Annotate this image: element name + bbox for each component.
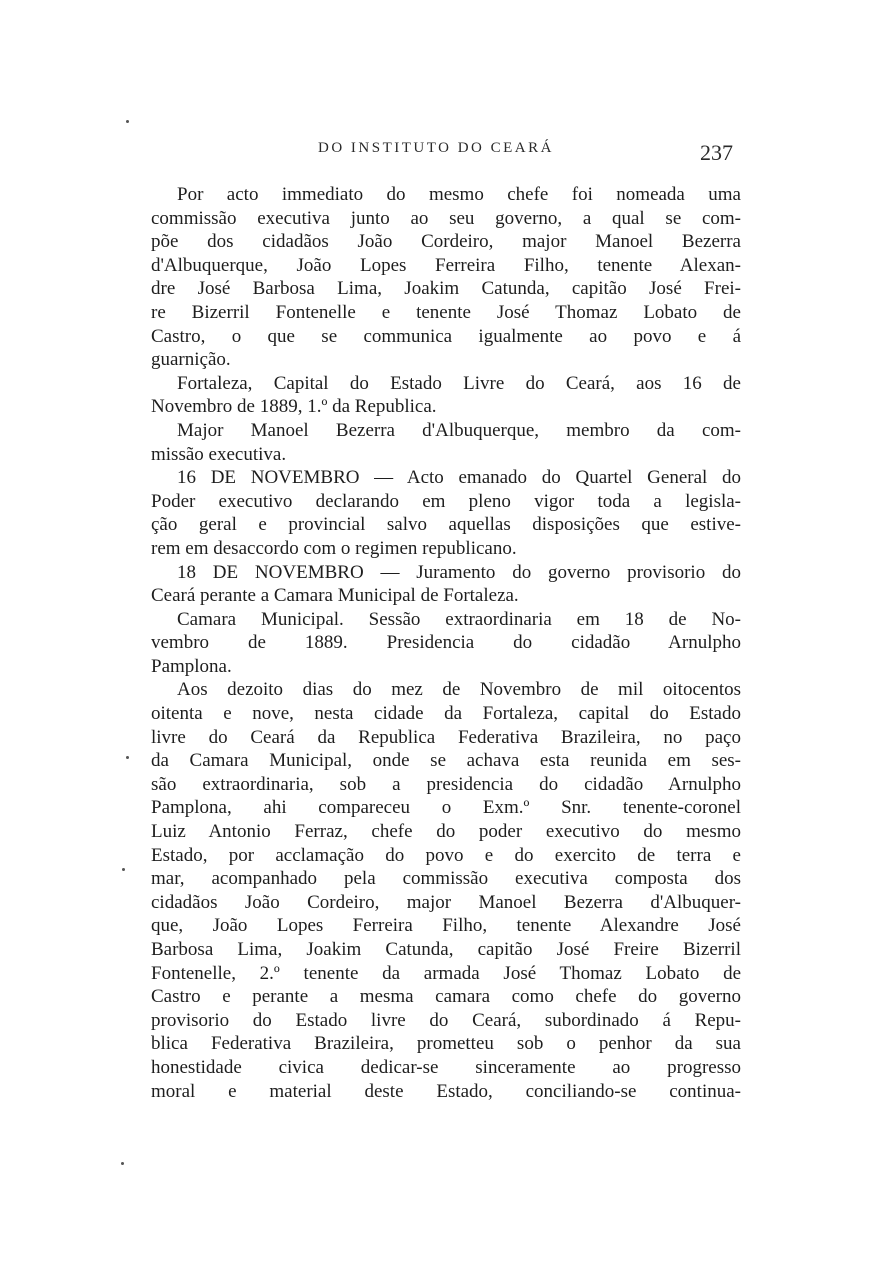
text-line: Pamplona. (151, 655, 232, 677)
text-line: provisorio do Estado livre do Ceará, subordinado á Repu- (151, 1009, 741, 1031)
text-line: Fortaleza, Capital do Estado Livre do Ceará, aos 16 de (177, 372, 741, 394)
text-line: rem em desaccordo com o regimen republicano. (151, 537, 517, 559)
text-line: cidadãos João Cordeiro, major Manoel Bezerra d'Albuquer- (151, 891, 741, 913)
text-line: da Camara Municipal, onde se achava esta reunida em ses- (151, 750, 741, 772)
scan-speck (121, 1162, 124, 1165)
scan-speck (122, 868, 125, 871)
text-line: são extraordinaria, sob a presidencia do cidadão Arnulpho (151, 773, 741, 795)
text-line: oitenta e nove, nesta cidade da Fortaleza, capital do Estado (151, 703, 741, 725)
text-line: Novembro de 1889, 1.º da Republica. (151, 396, 437, 418)
text-line: Por acto immediato do mesmo chefe foi nomeada uma (177, 184, 741, 205)
body-text (151, 183, 741, 1103)
text-line: vembro de 1889. Presidencia do cidadão Arnulpho (151, 632, 741, 654)
page-number: 237 (700, 140, 733, 165)
text-line: Luiz Antonio Ferraz, chefe do poder executivo do mesmo (151, 821, 741, 843)
text-line: Major Manoel Bezerra d'Albuquerque, membro da com- (177, 419, 741, 441)
text-line: põe dos cidadãos João Cordeiro, major Manoel Bezerra (151, 231, 741, 253)
text-line: missão executiva. (151, 443, 287, 465)
text-line: Castro e perante a mesma camara como chefe do governo (151, 986, 741, 1008)
text-line: Barbosa Lima, Joakim Catunda, capitão José Freire Bizerril (151, 939, 741, 960)
text-line: 16 DE NOVEMBRO — Acto emanado do Quartel General do (177, 467, 741, 489)
text-line: Castro, o que se communica igualmente ao povo e á (151, 325, 741, 347)
text-line: Camara Municipal. Sessão extraordinaria em 18 de No- (177, 608, 741, 630)
running-header: DO INSTITUTO DO CEARÁ (318, 140, 554, 156)
text-line: honestidade civica dedicar-se sinceramente ao progresso (151, 1056, 741, 1078)
text-line: blica Federativa Brazileira, prometteu sob o penhor da sua (151, 1033, 741, 1055)
text-line: 18 DE NOVEMBRO — Juramento do governo provisorio do (177, 561, 741, 583)
text-line: d'Albuquerque, João Lopes Ferreira Filho, tenente Alexan- (151, 254, 741, 276)
text-line: Pamplona, ahi compareceu o Exm.º Snr. tenente-coronel (151, 797, 741, 819)
text-line: mar, acompanhado pela commissão executiva composta dos (151, 868, 741, 890)
text-line: Aos dezoito dias do mez de Novembro de mil oitocentos (177, 679, 741, 701)
text-line: que, João Lopes Ferreira Filho, tenente Alexandre José (151, 915, 741, 937)
text-line: Fontenelle, 2.º tenente da armada José Thomaz Lobato de (151, 962, 741, 984)
text-line: Estado, por acclamação do povo e do exercito de terra e (151, 844, 741, 866)
text-line: livre do Ceará da Republica Federativa Brazileira, no paço (151, 726, 741, 748)
scan-speck (126, 756, 129, 759)
scan-speck (126, 120, 129, 123)
text-line: moral e material deste Estado, conciliando-se continua- (151, 1080, 741, 1102)
text-line: guarnição. (151, 349, 231, 371)
text-line: Poder executivo declarando em pleno vigor toda a legisla- (151, 490, 741, 512)
text-line: ção geral e provincial salvo aquellas disposições que estive- (151, 514, 741, 536)
text-line: Ceará perante a Camara Municipal de Fortaleza. (151, 585, 519, 607)
text-line: commissão executiva junto ao seu governo, a qual se com- (151, 207, 741, 229)
text-line: dre José Barbosa Lima, Joakim Catunda, capitão José Frei- (151, 278, 741, 300)
text-line: re Bizerril Fontenelle e tenente José Thomaz Lobato de (151, 301, 741, 323)
